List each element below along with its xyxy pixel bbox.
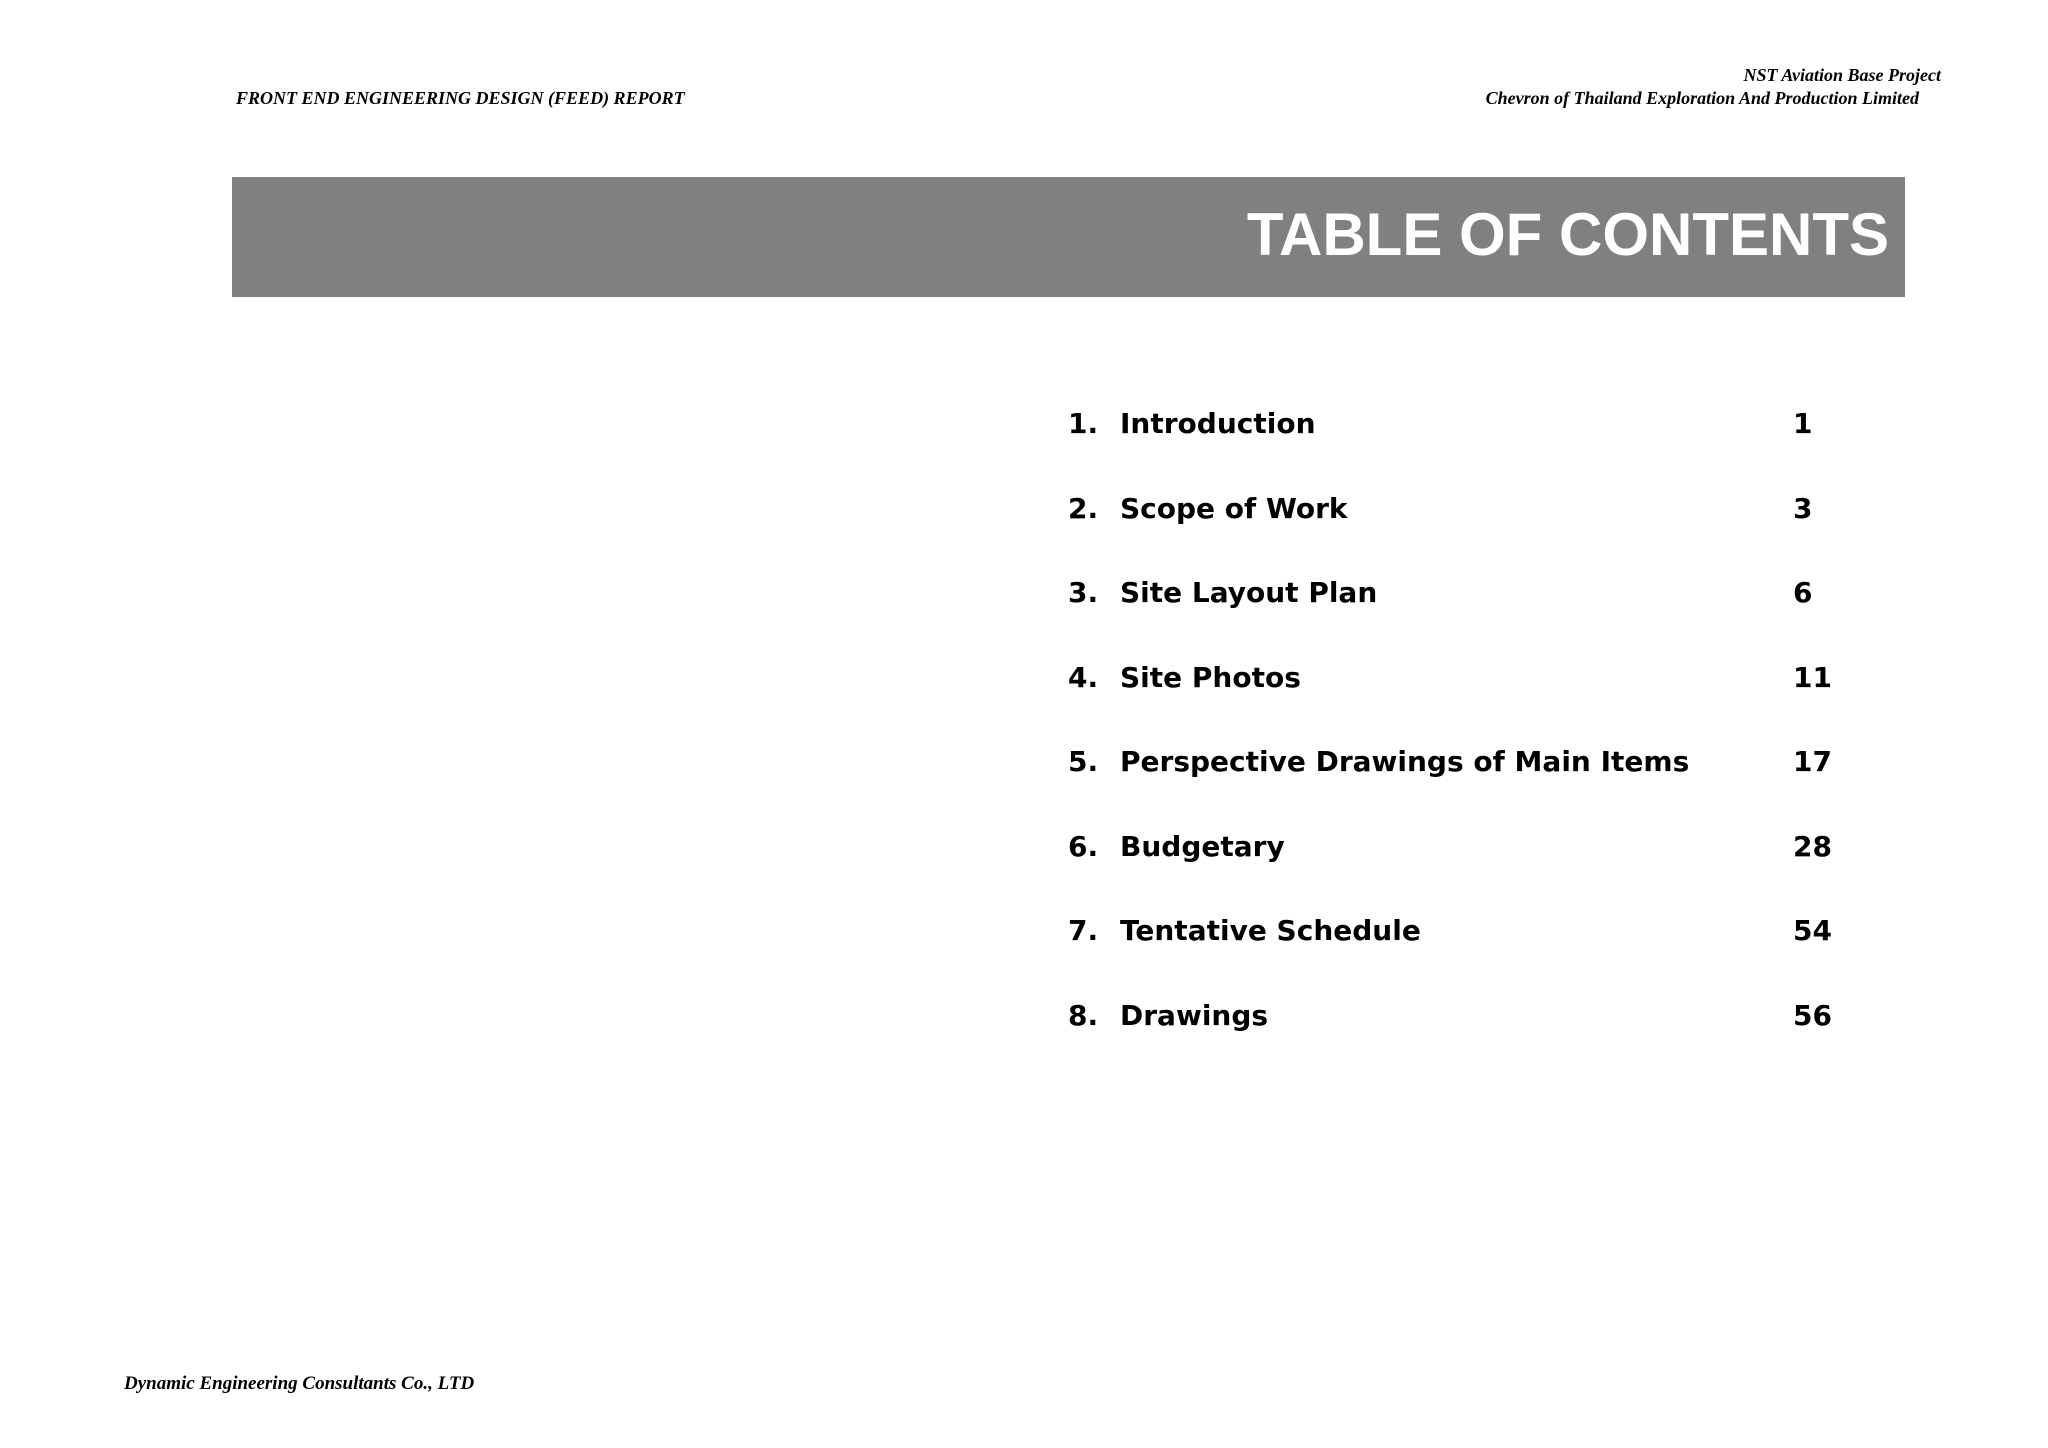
toc-entry-number: 1. (1068, 407, 1099, 440)
toc-entry[interactable] (1068, 903, 1848, 988)
toc-entry-title: Introduction (1120, 407, 1316, 440)
toc-entry-page: 3 (1793, 491, 1813, 525)
toc-entry-title: Drawings (1120, 998, 1269, 1032)
header-project-name: NST Aviation Base Project (1743, 65, 1941, 85)
toc-entry-title: Tentative Schedule (1120, 914, 1421, 947)
page-title: TABLE OF CONTENTS (1246, 201, 1889, 268)
toc-entry-title: Perspective Drawings of Main Items (1120, 745, 1690, 778)
toc-entry-page: 28 (1793, 829, 1832, 863)
toc-entry[interactable] (1068, 481, 1848, 566)
toc-entry[interactable] (1068, 650, 1848, 735)
toc-entry-page: 54 (1793, 914, 1832, 947)
toc-entry[interactable] (1068, 396, 1848, 481)
toc-entry-number: 4. (1068, 660, 1099, 694)
toc-entry-page: 56 (1793, 998, 1832, 1032)
toc-entry-number: 3. (1068, 576, 1099, 609)
toc-entry-title: Site Photos (1120, 660, 1301, 694)
toc-entry[interactable] (1068, 988, 1848, 1073)
toc-entry-title: Budgetary (1120, 829, 1285, 863)
toc-list (1068, 396, 1848, 1072)
toc-entry-page: 6 (1793, 576, 1813, 609)
toc-entry-number: 8. (1068, 998, 1099, 1032)
header-client-name: Chevron of Thailand Exploration And Production Limited (1485, 88, 1919, 108)
toc-entry-number: 7. (1068, 914, 1099, 947)
toc-entry-number: 2. (1068, 491, 1099, 525)
toc-entry-page: 17 (1793, 745, 1832, 778)
toc-entry-title: Scope of Work (1120, 491, 1348, 525)
toc-entry-page: 1 (1793, 407, 1813, 440)
toc-entry-page: 11 (1793, 660, 1832, 694)
toc-entry-title: Site Layout Plan (1120, 576, 1378, 609)
title-banner (232, 177, 1905, 297)
toc-entry-number: 6. (1068, 829, 1099, 863)
toc-entry[interactable] (1068, 565, 1848, 650)
toc-entry[interactable] (1068, 734, 1848, 819)
header-report-title: FRONT END ENGINEERING DESIGN (FEED) REPORT (236, 88, 685, 108)
footer-company-name: Dynamic Engineering Consultants Co., LTD (124, 1373, 475, 1394)
toc-entry-number: 5. (1068, 745, 1099, 778)
toc-entry[interactable] (1068, 819, 1848, 904)
